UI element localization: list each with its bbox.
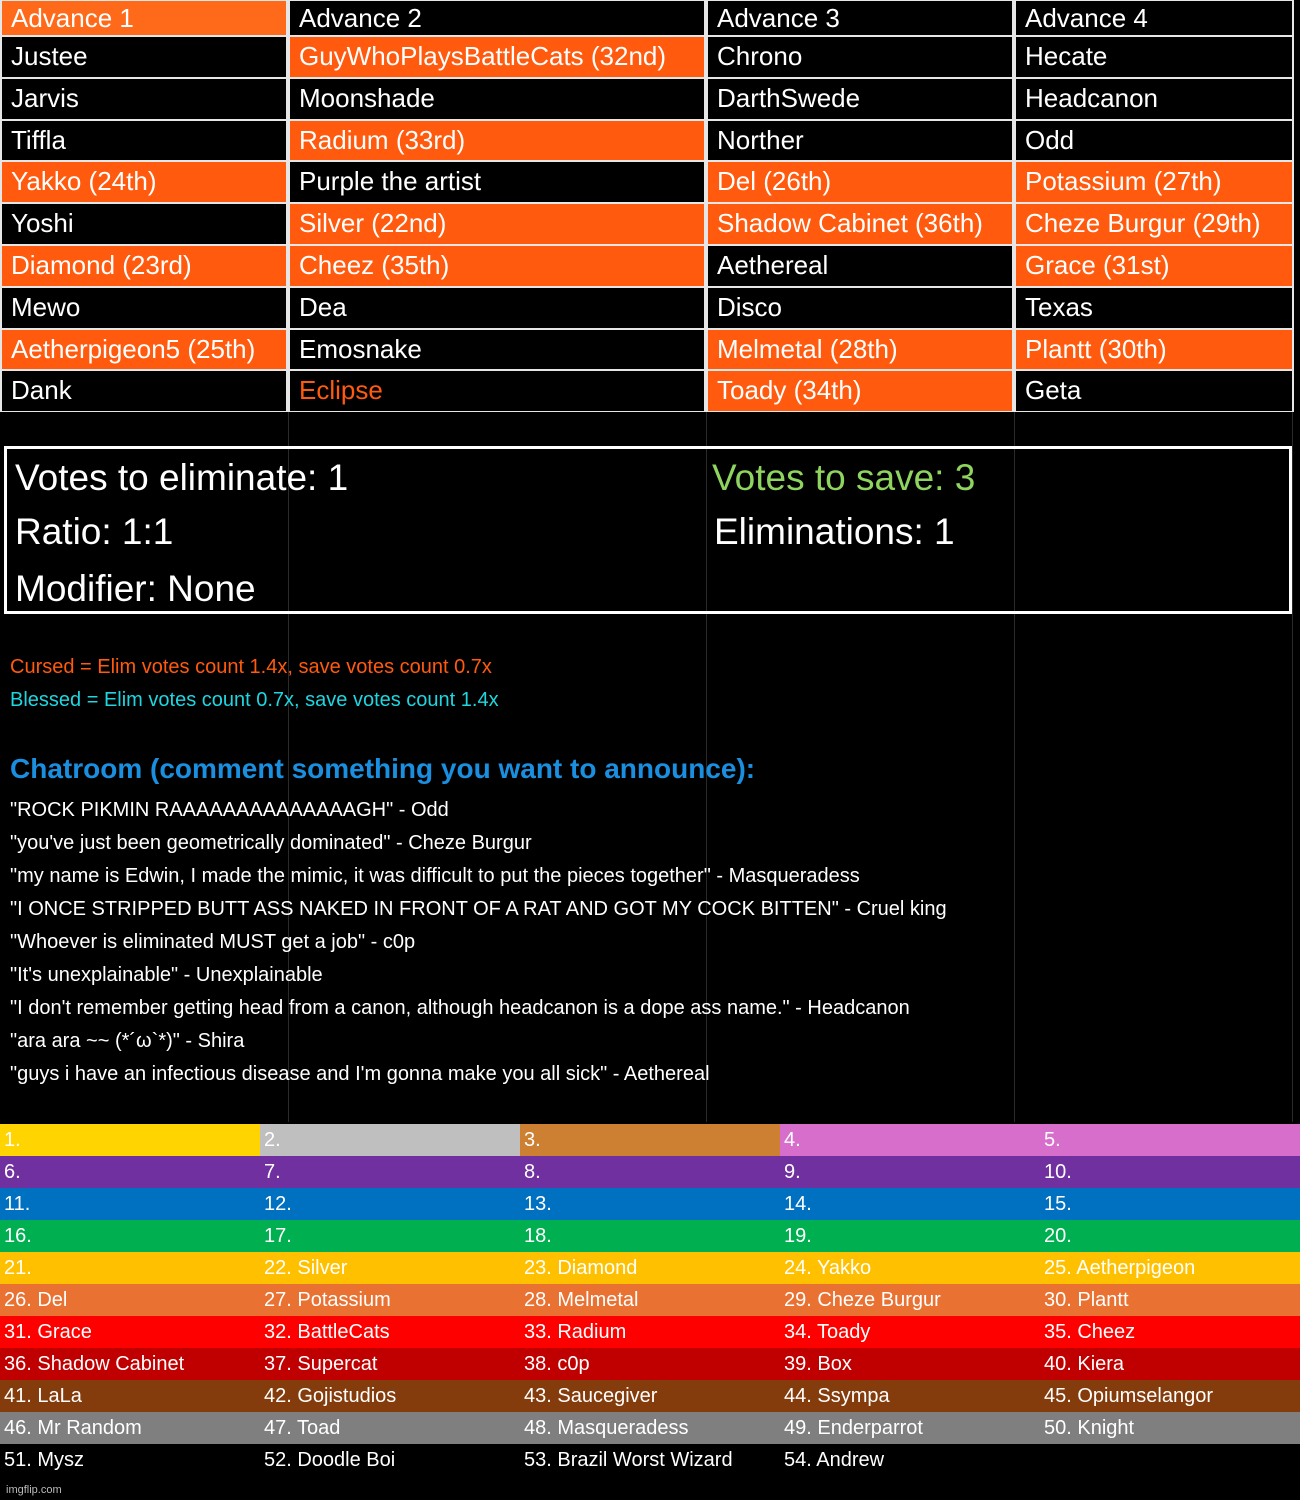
chat-message: "ara ara ~~ (*´ω`*)" - Shira (10, 1030, 245, 1052)
advance-cell[interactable]: Chrono (706, 36, 1014, 78)
advance-cell[interactable]: GuyWhoPlaysBattleCats (32nd) (288, 36, 706, 78)
rank-cell[interactable]: 28. Melmetal (520, 1284, 780, 1316)
advance-cell[interactable]: Geta (1014, 370, 1294, 412)
advance-cell[interactable]: Aethereal (706, 245, 1014, 287)
blessed-legend: Blessed = Elim votes count 0.7x, save votes count 1.4x (10, 689, 499, 711)
rank-cell[interactable]: 14. (780, 1188, 1040, 1220)
header-advance-1[interactable]: Advance 1 (0, 0, 288, 36)
advance-row (0, 287, 1300, 329)
rank-row (0, 1252, 1300, 1284)
chat-message: "guys i have an infectious disease and I'm gonna make you all sick" - Aethereal (10, 1063, 710, 1085)
rank-row (0, 1220, 1300, 1252)
advance-row (0, 36, 1300, 78)
rank-cell[interactable]: 32. BattleCats (260, 1316, 520, 1348)
stats-box (4, 446, 1292, 614)
rank-cell[interactable]: 9. (780, 1156, 1040, 1188)
chat-message: "I ONCE STRIPPED BUTT ASS NAKED IN FRONT OF A RAT AND GOT MY COCK BITTEN" - Cruel king (10, 898, 947, 920)
ratio: Ratio: 1:1 (15, 511, 174, 552)
advance-cell[interactable]: Purple the artist (288, 161, 706, 203)
rank-cell[interactable]: 42. Gojistudios (260, 1380, 520, 1412)
rank-cell[interactable]: 27. Potassium (260, 1284, 520, 1316)
rank-cell[interactable]: 43. Saucegiver (520, 1380, 780, 1412)
rank-cell[interactable]: 44. Ssympa (780, 1380, 1040, 1412)
rank-cell[interactable]: 13. (520, 1188, 780, 1220)
advance-cell[interactable]: Mewo (0, 287, 288, 329)
rank-cell[interactable]: 23. Diamond (520, 1252, 780, 1284)
rank-cell[interactable]: 20. (1040, 1220, 1300, 1252)
rankings-table (0, 1124, 1300, 1476)
advance-row (0, 370, 1300, 412)
advance-cell[interactable]: Justee (0, 36, 288, 78)
advance-cell[interactable]: Tiffla (0, 120, 288, 162)
header-advance-2[interactable]: Advance 2 (288, 0, 706, 36)
advance-cell[interactable]: Shadow Cabinet (36th) (706, 203, 1014, 245)
advance-grid (0, 0, 1300, 412)
gridline (1292, 412, 1293, 1122)
rank-cell[interactable]: 16. (0, 1220, 260, 1252)
advance-cell[interactable]: Del (26th) (706, 161, 1014, 203)
advance-cell[interactable]: DarthSwede (706, 78, 1014, 120)
rank-cell[interactable]: 15. (1040, 1188, 1300, 1220)
rank-cell[interactable]: 34. Toady (780, 1316, 1040, 1348)
advance-row (0, 203, 1300, 245)
watermark: imgflip.com (6, 1484, 62, 1496)
rank-row (0, 1188, 1300, 1220)
advance-header-row (0, 0, 1300, 36)
rank-cell[interactable]: 18. (520, 1220, 780, 1252)
rank-cell[interactable]: 37. Supercat (260, 1348, 520, 1380)
advance-cell[interactable]: Odd (1014, 120, 1294, 162)
rank-cell[interactable]: 45. Opiumselangor (1040, 1380, 1300, 1412)
advance-cell[interactable]: Potassium (27th) (1014, 161, 1294, 203)
rank-cell[interactable]: 48. Masqueradess (520, 1412, 780, 1444)
rank-cell[interactable]: 22. Silver (260, 1252, 520, 1284)
rank-row (0, 1444, 1300, 1476)
rank-row (0, 1156, 1300, 1188)
rank-cell[interactable]: 41. LaLa (0, 1380, 260, 1412)
chat-message: "It's unexplainable" - Unexplainable (10, 964, 323, 986)
advance-row (0, 120, 1300, 162)
rank-cell[interactable]: 33. Radium (520, 1316, 780, 1348)
rank-cell[interactable]: 8. (520, 1156, 780, 1188)
advance-row (0, 78, 1300, 120)
rank-cell[interactable]: 46. Mr Random (0, 1412, 260, 1444)
rank-cell[interactable]: 4. (780, 1124, 1040, 1156)
rank-cell[interactable]: 1. (0, 1124, 260, 1156)
advance-cell[interactable]: Emosnake (288, 329, 706, 371)
advance-cell[interactable]: Disco (706, 287, 1014, 329)
advance-cell[interactable]: Toady (34th) (706, 370, 1014, 412)
rank-cell[interactable]: 40. Kiera (1040, 1348, 1300, 1380)
advance-cell[interactable]: Diamond (23rd) (0, 245, 288, 287)
rank-cell[interactable]: 12. (260, 1188, 520, 1220)
header-advance-4[interactable]: Advance 4 (1014, 0, 1294, 36)
advance-cell[interactable]: Dea (288, 287, 706, 329)
rank-cell[interactable]: 36. Shadow Cabinet (0, 1348, 260, 1380)
rank-cell[interactable] (1040, 1444, 1300, 1476)
advance-cell[interactable]: Texas (1014, 287, 1294, 329)
advance-cell[interactable]: Silver (22nd) (288, 203, 706, 245)
advance-row (0, 161, 1300, 203)
rank-cell[interactable]: 11. (0, 1188, 260, 1220)
header-advance-3[interactable]: Advance 3 (706, 0, 1014, 36)
rank-row (0, 1412, 1300, 1444)
modifier: Modifier: None (15, 568, 256, 609)
chat-message: "my name is Edwin, I made the mimic, it was difficult to put the pieces together" - Masqueradess (10, 865, 860, 887)
advance-cell[interactable]: Radium (33rd) (288, 120, 706, 162)
rank-cell[interactable]: 17. (260, 1220, 520, 1252)
rank-cell[interactable]: 24. Yakko (780, 1252, 1040, 1284)
advance-cell[interactable]: Hecate (1014, 36, 1294, 78)
chatroom-title: Chatroom (comment something you want to announce): (10, 753, 756, 784)
rank-cell[interactable]: 29. Cheze Burgur (780, 1284, 1040, 1316)
advance-cell[interactable]: Melmetal (28th) (706, 329, 1014, 371)
rank-cell[interactable]: 52. Doodle Boi (260, 1444, 520, 1476)
cursed-legend: Cursed = Elim votes count 1.4x, save votes count 0.7x (10, 656, 492, 678)
rank-cell[interactable]: 53. Brazil Worst Wizard (520, 1444, 780, 1476)
advance-cell[interactable]: Aetherpigeon5 (25th) (0, 329, 288, 371)
chat-message: "ROCK PIKMIN RAAAAAAAAAAAAAAGH" - Odd (10, 799, 449, 821)
advance-cell[interactable]: Plantt (30th) (1014, 329, 1294, 371)
advance-cell[interactable]: Cheze Burgur (29th) (1014, 203, 1294, 245)
chat-message: "I don't remember getting head from a canon, although headcanon is a dope ass name." - Headcanon (10, 997, 910, 1019)
advance-cell[interactable]: Norther (706, 120, 1014, 162)
rank-cell[interactable]: 39. Box (780, 1348, 1040, 1380)
advance-cell[interactable]: Dank (0, 370, 288, 412)
advance-cell[interactable]: Jarvis (0, 78, 288, 120)
rank-cell[interactable]: 47. Toad (260, 1412, 520, 1444)
chat-message: "you've just been geometrically dominated" - Cheze Burgur (10, 832, 532, 854)
rank-row (0, 1380, 1300, 1412)
advance-cell[interactable]: Grace (31st) (1014, 245, 1294, 287)
rank-cell[interactable]: 54. Andrew (780, 1444, 1040, 1476)
rank-row (0, 1284, 1300, 1316)
rank-cell[interactable]: 2. (260, 1124, 520, 1156)
advance-row (0, 245, 1300, 287)
rank-row (0, 1348, 1300, 1380)
rank-cell[interactable]: 7. (260, 1156, 520, 1188)
rank-cell[interactable]: 19. (780, 1220, 1040, 1252)
rank-cell[interactable]: 30. Plantt (1040, 1284, 1300, 1316)
rank-cell[interactable]: 51. Mysz (0, 1444, 260, 1476)
advance-cell[interactable]: Cheez (35th) (288, 245, 706, 287)
votes-to-save: Votes to save: 3 (712, 457, 976, 498)
advance-cell[interactable]: Eclipse (288, 370, 706, 412)
rank-row (0, 1316, 1300, 1348)
eliminations: Eliminations: 1 (714, 511, 955, 552)
rank-cell[interactable]: 10. (1040, 1156, 1300, 1188)
rank-cell[interactable]: 5. (1040, 1124, 1300, 1156)
rank-cell[interactable]: 3. (520, 1124, 780, 1156)
advance-cell[interactable]: Yakko (24th) (0, 161, 288, 203)
rank-cell[interactable]: 49. Enderparrot (780, 1412, 1040, 1444)
rank-cell[interactable]: 25. Aetherpigeon (1040, 1252, 1300, 1284)
advance-cell[interactable]: Yoshi (0, 203, 288, 245)
rank-cell[interactable]: 21. (0, 1252, 260, 1284)
advance-cell[interactable]: Headcanon (1014, 78, 1294, 120)
chat-message: "Whoever is eliminated MUST get a job" - c0p (10, 931, 416, 953)
rank-cell[interactable]: 6. (0, 1156, 260, 1188)
rank-cell[interactable]: 26. Del (0, 1284, 260, 1316)
rank-cell[interactable]: 31. Grace (0, 1316, 260, 1348)
rank-cell[interactable]: 38. c0p (520, 1348, 780, 1380)
rank-cell[interactable]: 50. Knight (1040, 1412, 1300, 1444)
advance-cell[interactable]: Moonshade (288, 78, 706, 120)
rank-cell[interactable]: 35. Cheez (1040, 1316, 1300, 1348)
rank-row (0, 1124, 1300, 1156)
advance-row (0, 329, 1300, 371)
votes-to-eliminate: Votes to eliminate: 1 (15, 457, 349, 498)
